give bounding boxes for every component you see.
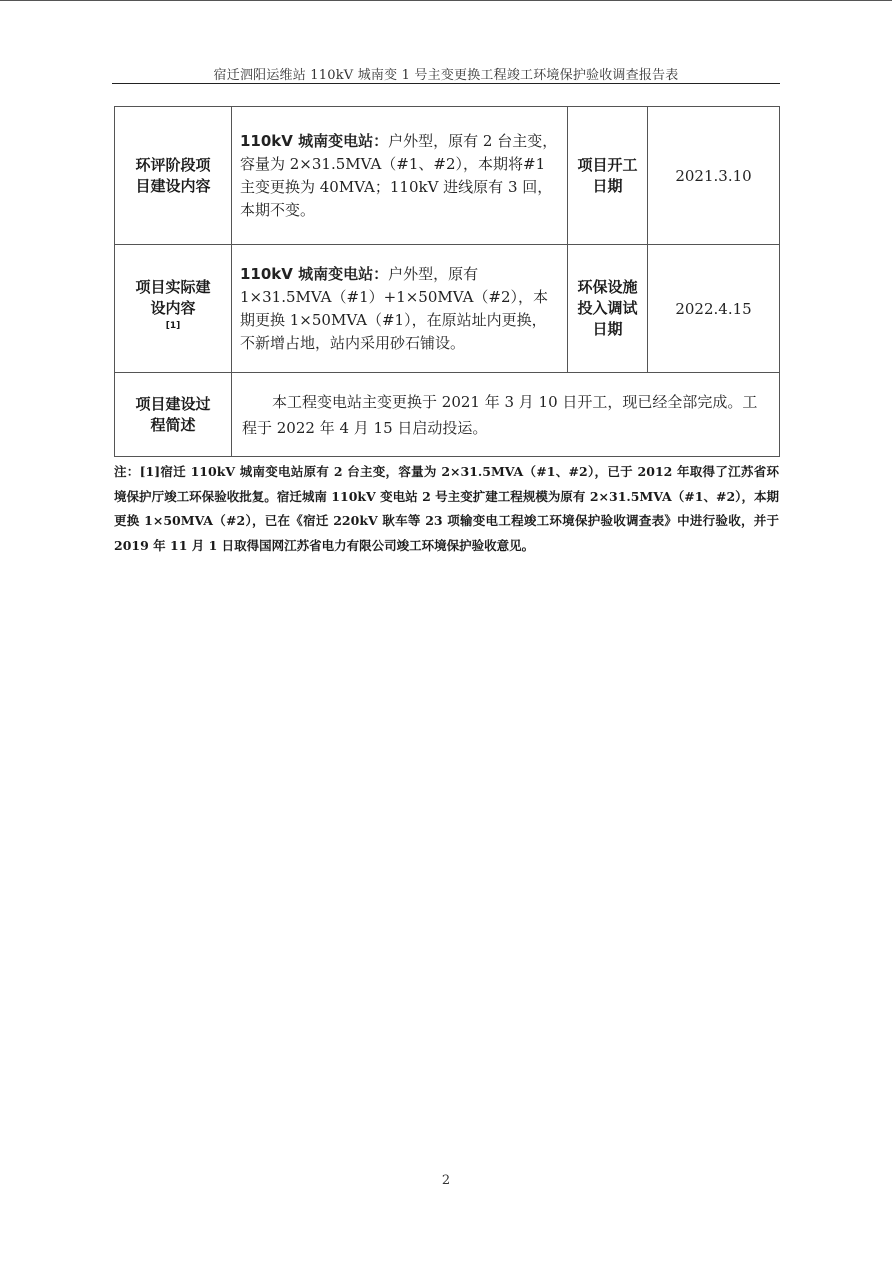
process-description: 本工程变电站主变更换于 2021 年 3 月 10 日开工，现已经全部完成。工程于 2022 年 4 月 15 日启动投运。 <box>232 373 780 457</box>
label-start-date <box>568 107 648 245</box>
table-row-actual-content <box>115 245 780 373</box>
label-line: 日期 <box>592 176 623 195</box>
page-number: 2 <box>441 1173 451 1188</box>
footnote-marker: [1] <box>165 321 181 331</box>
label-line: 投入调试 <box>577 299 638 317</box>
label-line: 程简述 <box>150 415 196 434</box>
header-rule <box>112 83 780 84</box>
label-commissioning-date <box>568 245 648 373</box>
label-line: 目建设内容 <box>135 176 211 195</box>
eia-content-body: 户外型，原有 2 台主变，容量为 2×31.5MVA（#1、#2），本期将#1 主变更换为 40MVA；110kV 进线原有 3 回，本期不变。 <box>240 131 558 219</box>
footnote: 注：[1]宿迁 110kV 城南变电站原有 2 台主变，容量为 2×31.5MVA（#1、#2），已于 2012 年取得了江苏省环境保护厅竣工环保验收批复。宿迁城南 110kV 变电站 2 号主变扩建工程规模为原有 2×31.5MVA（#1、#2），本期更换 1×50MVA（#2），已在《宿迁 220kV 耿车等 23 项输变电工程竣工环境保护验收调查表》中进行验收，并于 2019 年 11 月 1 日取得国网江苏省电力有限公司竣工环境保护验收意见。 <box>114 464 779 553</box>
label-eia-content <box>115 107 232 245</box>
label-line-with-footnote <box>115 298 231 340</box>
label-line-text: 设内容 <box>150 299 196 317</box>
page-top-border <box>0 0 892 1</box>
label-actual-content <box>115 245 232 373</box>
running-header: 宿迁泗阳运维站 110kV 城南变 1 号主变更换工程竣工环境保护验收调查报告表 <box>213 68 679 83</box>
table-row-process <box>115 373 780 457</box>
label-line: 项目开工 <box>577 155 638 174</box>
start-date-value: 2021.3.10 <box>648 107 780 245</box>
label-line: 环评阶段项 <box>135 155 211 174</box>
commissioning-date-value: 2022.4.15 <box>648 245 780 373</box>
label-line: 日期 <box>592 320 623 338</box>
station-keyword: 110kV 城南变电站： <box>240 264 389 283</box>
report-table <box>114 106 780 457</box>
label-line: 项目建设过 <box>135 394 211 413</box>
label-process <box>115 373 232 457</box>
actual-content-text <box>232 245 568 373</box>
station-keyword: 110kV 城南变电站： <box>240 131 389 150</box>
actual-content-body: 户外型，原有 1×31.5MVA（#1）+1×50MVA（#2），本期更换 1×50MVA（#1），在原站址内更换，不新增占地，站内采用砂石铺设。 <box>240 264 549 352</box>
eia-content-text <box>232 107 568 245</box>
label-line: 项目实际建 <box>135 278 211 296</box>
label-line: 环保设施 <box>577 278 638 296</box>
table-row-eia-content <box>115 107 780 245</box>
